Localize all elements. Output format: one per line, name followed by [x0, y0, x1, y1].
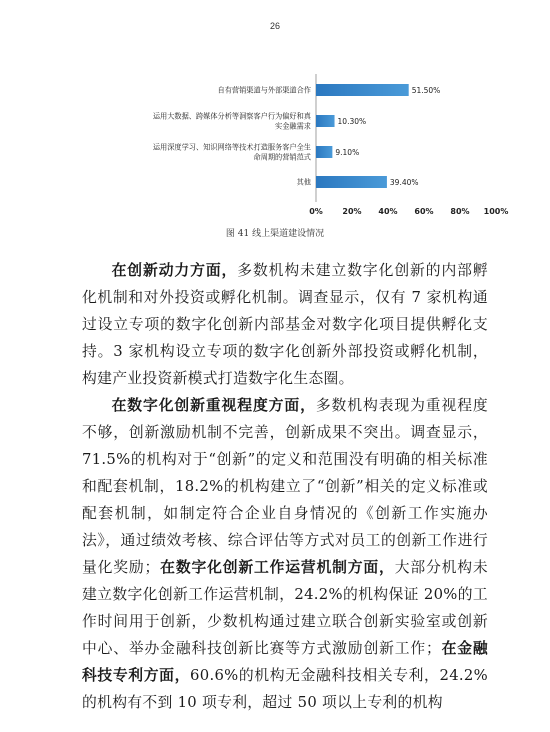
category-label: 运用大数据、跨媒体分析等洞察客户行为偏好和真	[152, 111, 311, 121]
x-tick-label: 80%	[450, 207, 470, 216]
page-number: 26	[269, 21, 280, 31]
text-run: 多数机构未建立数字化创新的内部孵化机制和对外投资或孵化机制。调查显示，仅有 7 家机构通过设立专项的数字化创新内部基金对数字化项目提供孵化支持。3 家机构设立专项的数字化创新外部投资或孵化机制，构建产业投资新模式打造数字化生态圈。	[82, 262, 488, 387]
bar	[316, 115, 335, 127]
bold-heading-run: 在金融科技专利方面，	[82, 640, 489, 684]
body-text	[82, 257, 488, 716]
figure-caption: 图 41 线上渠道建设情况	[225, 229, 325, 239]
text-run: 大部分机构未建立数字化创新工作运营机制，24.2%的机构保证 20%的工作时间用于创新，少数机构通过建立联合创新实验室或创新中心、举办金融科技创新比赛等方式激励创新工作；	[82, 559, 488, 657]
x-tick-label: 100%	[483, 207, 509, 216]
bar	[316, 176, 387, 188]
x-tick-label: 0%	[309, 207, 323, 216]
bold-heading-run: 在数字化创新重视程度方面，	[111, 397, 316, 414]
category-label: 命周期的营销范式	[253, 152, 311, 162]
bar	[316, 84, 409, 96]
paragraph-innovation-drive	[82, 257, 488, 392]
bar-value-label: 39.40%	[389, 178, 419, 187]
bar	[316, 146, 332, 158]
bar-value-label: 10.30%	[337, 117, 367, 126]
x-tick-label: 20%	[342, 207, 362, 216]
category-label: 自有营销渠道与外部渠道合作	[217, 85, 311, 95]
bold-heading-run: 在创新动力方面，	[111, 262, 238, 279]
x-tick-label: 40%	[378, 207, 398, 216]
bar-value-label: 51.50%	[411, 86, 441, 95]
bar-chart	[0, 0, 550, 225]
category-label: 实金融需求	[275, 121, 311, 131]
category-label: 其他	[296, 177, 311, 187]
category-label: 运用深度学习、知识网络等技术打造服务客户全生	[152, 142, 311, 152]
x-tick-label: 60%	[414, 207, 434, 216]
bold-heading-run: 在数字化创新工作运营机制方面，	[159, 559, 395, 576]
text-run: 60.6%的机构无金融科技相关专利，24.2%的机构有不到 10 项专利，超过 50 项以上专利的机构	[82, 667, 488, 711]
paragraph-innovation-emphasis	[82, 392, 488, 716]
text-run: 多数机构表现为重视程度不够，创新激励机制不完善，创新成果不突出。调查显示，71.5%的机构对于“创新”的定义和范围没有明确的相关标准和配套机制，18.2%的机构建立了“创新”相关的定义标准或配套机制，如制定符合企业自身情况的《创新工作实施办法》，通过绩效考核、综合评估等方式对员工的创新工作进行量化奖励；	[82, 397, 488, 576]
bar-value-label: 9.10%	[335, 148, 360, 157]
